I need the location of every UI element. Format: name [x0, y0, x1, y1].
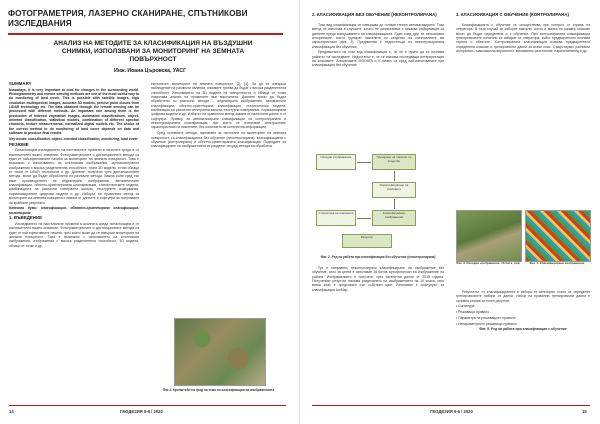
footer-rule-right — [312, 405, 590, 406]
figure-4-caption: Фиг. 4. Класифицирано изображение — [529, 261, 585, 265]
figure-1 — [151, 318, 286, 386]
section-3-heading: 3. КЛАСИФИКАЦИЯ С ОБУЧЕНИЕ (КОНТРОЛИРАНА) — [456, 12, 569, 17]
fig2-arrow-4 — [357, 218, 371, 219]
fig2-arrow-3 — [394, 199, 395, 209]
intro-text: Изследването на настъпилите промени в околната среда понастоящем е от изключително важно значение. Фотограметричните и дистанционните методи са един от най-ефективните начини, чрез които може да се извърши мониторинг на земната повърхност. Това е възможно с използването на спътникови изображения, изображения с висока разделителна способност, 3D модели, облаци от точки и др. — [9, 222, 139, 248]
figure-2-caption: Фиг. 2. Ред на работа при класификация без обучение (неконтролирана) — [320, 255, 436, 259]
fig2-box-result: Резултат — [342, 234, 392, 248]
col2-paragraph-1: екологичен мониторинг на земната повърхност [2], [4]. За да се извърши наблюдение на различни явления, снимките трябва да бъдат с висока разделителна способност. Използването на 3D модели на повърхността и облаци от точки позволява анализ на промените във височината. Данните могат да бъдат обработени по различни методи – индексирани изображения, автоматични класификации, обектно-ориентирана класификация, статистически модели, комбинация на различни спектрални канали, текстурни измервания, нормализирани цифрови модели и др. Изборът на правилния метод зависи от наличните данни и от софтуера. Пример за автоматизирани класификации са контролираната и неконтролираната класификация, при които се използват спектралните характеристики на пикселите, без наличието на контекстна информация. — [151, 82, 286, 130]
fig2-box-grouping: Групиране на пиксели по сходство — [372, 154, 416, 170]
bullet-4: • Непараметрично решаващо правило — [456, 321, 517, 326]
intro-heading: 1. ВЪВЕДЕНИЕ — [9, 215, 43, 221]
bullet-3: • Параметри на решаващото правило — [456, 315, 516, 320]
fig2-box-input: Изходно изображение — [316, 154, 356, 170]
right-column-2 — [456, 23, 590, 207]
right-column-2-lower — [456, 290, 590, 402]
section-3-text: Класификацията с обучение се осъществява при контрол от страна на оператора. В тази случай се изборят пиксели, които в малък по размер класове могат да бъдат определени и с обучение. При контролираната класификация тренировъчните полигони се избират от оператора, който предварително познава терена и обектите. Контролираната класификация изисква предварително определени класове и тренировъчни данни за всеки клас. Съществуват различни алгоритми – максимална вероятност, минимално разстояние, паралелепипед и др. — [456, 23, 590, 54]
journal-section-header: ФОТОГРАМЕТРИЯ, ЛАЗЕРНО СКАНИРАНЕ, СПЪТНИКОВИ ИЗСЛЕДВАНИЯ — [8, 9, 248, 28]
col2-paragraph-2: Сред основните методи, прилагани за постигане на мониторинг на земната повърхност, са класификацията без обучение (неконтролирана), класификацията с обучение (контролирана) и обектно-ориентираната класификация. Подходите за класифициране на изображенията се разделят според метода на обработка. — [151, 131, 286, 149]
fig2-box-classified: Класифицирано изображение — [372, 210, 416, 226]
resume-text: Понастоящем изследването на настъпилите промени в околната среда е от изключително важно значение. Фотограметричните и дистанционните методи са един от най-ефективните начини за мониторинг на земната повърхност. Това е възможно с използването на спътникови изображения, мултиспектрални изображения с висока разделителна способност, точни 3D модели, точни облаци от точки от LiDAR технология и др. Данните, получени чрез дистанционните методи, могат да бъдат обработени по различни методи. Важна роля сред тях имат производството на индексирани изображения, автоматичните класификации, обектно-ориентираната класификация, статистическите модели, комбинацията на различни спектрални канали, текстурните измервания, нормализираните цифрови модели и др. Изборът на правилния метод за мониторинг на земната повърхност зависи от данните и софтуера за получаване на крайните резултати. — [9, 148, 139, 205]
bullet-1: • Сигнатура — [456, 304, 475, 309]
keywords-en: Key words: classification, object- oriented classification, monitoring, land cover — [9, 136, 138, 141]
author-line: Инж. Иоана Църовска, УАСГ — [113, 68, 187, 74]
section-2-text-2: Предимството на този вид класификация е, че не е нужно да се познава районът на изследване. Недостатък е, че се изисква последваща интерпретация на класовете. Алгоритмите ISODATA и K-means са сред най-използваните при класификация без обучение. — [312, 50, 444, 68]
figure-3-image — [456, 210, 522, 262]
keywords-bg: Ключови думи: класификация, обектно-ориентирана класификация, мониторинг — [9, 206, 139, 215]
fig2-arrow-1 — [357, 162, 371, 163]
figure-1-image — [174, 318, 266, 386]
section-3-text-2: Резултатът от класифицирането в избора от категории, които се определят тренировъчните набори от данни. Избор на правилни тренировъчни данни е основна стъпка за точен резултат. — [456, 290, 590, 303]
fig2-box-stats: Статистика на класовете — [316, 210, 356, 226]
right-column-1 — [312, 23, 444, 145]
left-column-1 — [9, 82, 139, 404]
figure-1-caption: Фиг.1. Кронштейн на град на тема по класификация на изображенията — [162, 388, 275, 392]
resume-heading: РЕЗЮМЕ — [9, 141, 29, 147]
figure-5-caption: Фиг. 5. Ред на работа при класификация с обучение — [479, 327, 567, 332]
page-number-right: 15 — [582, 409, 587, 414]
figure-2-diagram — [312, 148, 444, 253]
right-column-1-lower — [312, 266, 444, 402]
fig2-arrow-2 — [394, 171, 395, 181]
summary-heading: SUMMARY — [9, 82, 32, 86]
section-2-text: Този вид класификация се извършва до голяма степен автоматизирано. Този метод се използва в случаите, когато не разполагаме с никаква информация за данните преди извършването на класификацията. Един след друг се изпълняват алгоритмите, които групират пикселите по сходство на спектралните им характеристики (фиг. 2). Предимства и недостатъци на неконтролираната класификация без обучение. — [312, 23, 444, 49]
summary-text: Nowadays, it is very important to look for changes in the surrounding world. Photogrammetry and remote sensing methods are one of the most useful way to do monitoring of land cover. This is possible with satellite images, high resolution multispectral images, accurate 3D models, precise point clouds from LiDAR technology etc. The data obtained through the remote sensing can be processed with different methods. An important role among them is the production of indexed vegetation images, automated classifications, object-oriented classification, statistical models, combination of different spectral channels, texture measurements, normalized digital models etc. The choice of the correct method to do monitoring of land cover depends on data and software to produce final results. — [9, 87, 139, 136]
journal-footer-left: ГЕОДЕЗИЯ 5-6 / 2020 — [120, 409, 163, 414]
figure-4-classified-image — [525, 210, 591, 262]
section-2-heading: 2. КЛАСИФИКАЦИЯ БЕЗ ОБУЧЕНИЕ (НЕКОНТРОЛИРАНА) — [312, 12, 437, 17]
article-title: АНАЛИЗ НА МЕТОДИТЕ ЗА КЛАСИФИКАЦИЯ НА ВЪЗДУШНИ СНИМКИ, ИЗПОЛЗВАНИ ЗА МОНИТОРИНГ НА ЗЕМНАТА ПОВЪРХНОСТ — [53, 40, 253, 64]
figure-3-caption: Фиг. 3. Изходно изображение, 16 бита, тиф — [456, 261, 520, 265]
section-2-text-3: Тук е направено неконтролирано класифициране на изображение без обучение, като за целта е използван 16 битов ортофотоплан на изображение на района. Изображението е получено чрез сателитни данни от 2018 година. Полученият резултат показва разделянето на изображението на 10 класа, като всеки клас е представен със собствен цвят. Използван е софтуерът за класификация ArcMap. — [312, 266, 444, 292]
page-number-left: 14 — [9, 409, 14, 414]
bullet-2: • Решаващо правило — [456, 310, 490, 315]
footer-rule-left — [9, 405, 286, 406]
left-column-2 — [151, 82, 286, 314]
header-rule — [8, 33, 283, 35]
fig2-box-identify: Идентифициране на класовете — [372, 182, 416, 198]
journal-footer-right: ГЕОДЕЗИЯ 5-6 / 2020 — [430, 409, 473, 414]
